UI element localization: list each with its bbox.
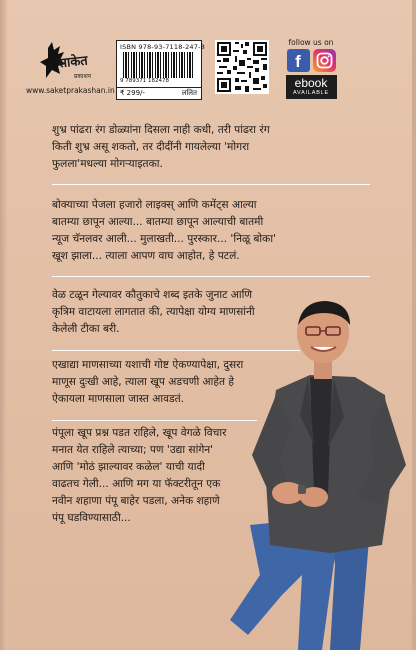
qr-code-icon[interactable] [215,40,269,94]
divider-2 [52,276,370,277]
facebook-icon[interactable]: f [287,49,310,72]
instagram-icon[interactable] [313,49,336,72]
blurb-1: शुभ्र पांढरा रंग डोळ्यांना दिसला नाही कधी, तरी पांढरा रंग किती शुभ्र असू शकतो, तर दीदींनी गायलेल्या 'मोगरा फुलला'मधल्या मोगऱ्याइतका. [52,124,270,170]
barcode-digits: 9 789371 182478 [120,78,169,84]
author-photo [210,295,416,650]
social-follow-block [284,38,338,99]
publisher-logo-text: साकेत [57,53,89,72]
social-icons-row [284,49,338,72]
blurb-4: एखाद्या माणसाच्या यशाची गोष्ट ऐकण्यापेक्षा, दुसरा माणूस दुःखी आहे, त्याला खूप अडचणी आहेत हे ऐकायला माणसाला जास्त आवडतं. [52,359,244,405]
blurb-5: पंपूला खूप प्रश्न पडत राहिले, खूप वेगळे विचार मनात येत राहिले त्याच्या; पण 'उद्या सांगेन' आणि 'मोठं झाल्यावर कळेल' याची यादी वाढतच गेली... आणि मग या फॅक्टरीतून एक नवीन शहाणा पंपू बाहेर पडला, अनेक शहाणे पंपू घडविण्यासाठी... [52,427,227,524]
ebook-available-label: AVAILABLE [292,90,330,96]
publisher-logo-subtext: प्रकाशन [74,73,91,80]
price-row [117,87,201,99]
follow-us-label: follow us on [288,38,334,47]
genre-label: ललित [181,89,197,97]
divider-1 [52,184,370,185]
spine-edge [0,0,7,650]
isbn-barcode-box [116,40,205,100]
isbn-number: ISBN 978-93-7118-247-8 [120,43,205,51]
barcode-icon [123,52,195,78]
publisher-website[interactable]: www.saketprakashan.in [26,86,115,95]
ebook-label: ebook [294,76,328,90]
price: ₹ 299/- [120,89,145,97]
blurb-2: बोक्याच्या पेजला हजारो लाइक्स् आणि कमेंट्स आल्या बातम्या छापून आल्या... बातम्या छापून आल्याची बातमी न्यूज चॅनलवर आली... मुलाखती... पुरस्कार... 'निळू बोका' खूश झाला... त्याला आपण वाघ आहोत, हे पटलं. [52,199,276,262]
ebook-badge[interactable] [286,75,337,99]
blurb-3: वेळ टळून गेल्यावर कौतुकाचे शब्द इतके जुनाट आणि कृत्रिम वाटायला लागतात की, त्यापेक्षा योग्य माणसांनी केलेली टीका बरी. [52,289,255,335]
